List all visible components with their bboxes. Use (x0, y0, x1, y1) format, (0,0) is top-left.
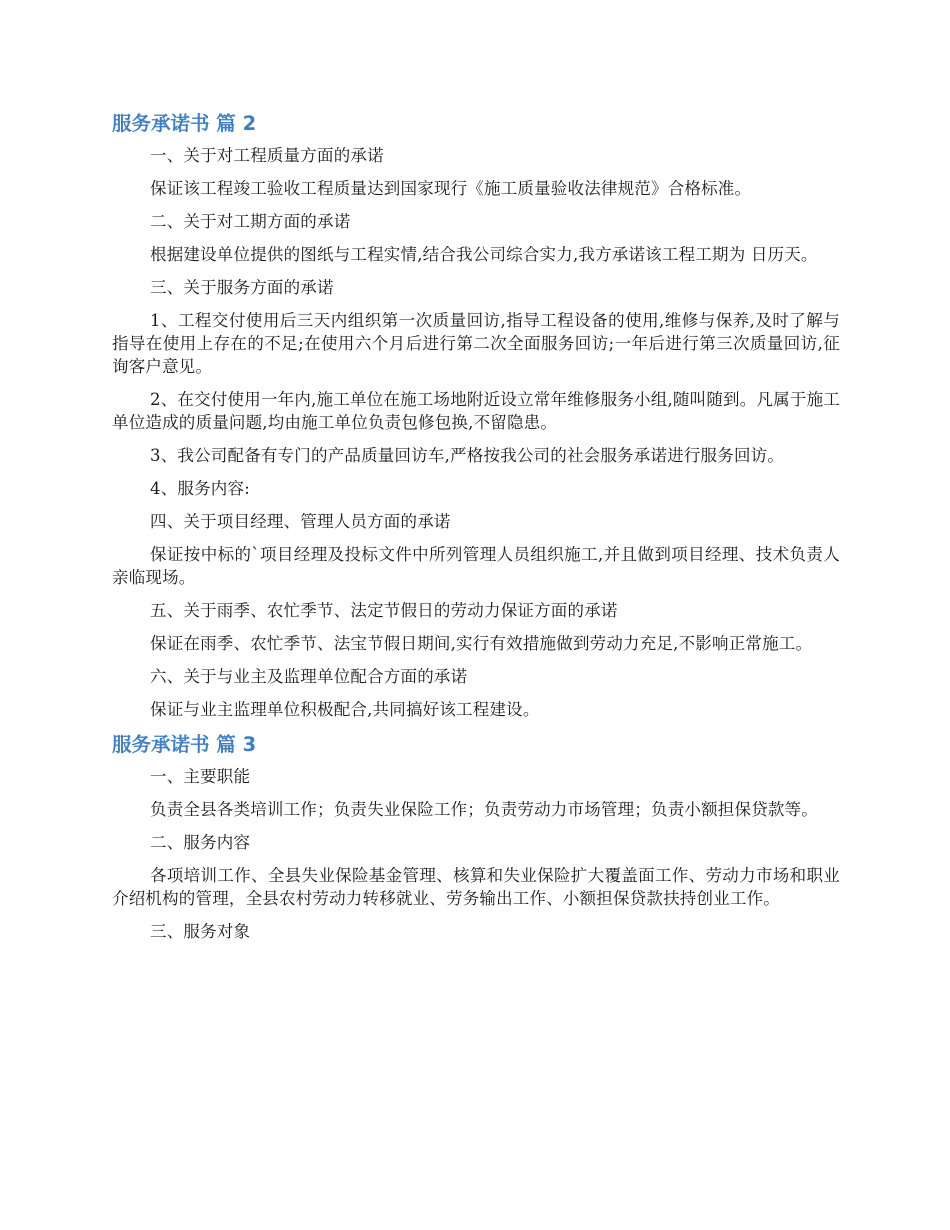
paragraph: 各项培训工作、全县失业保险基金管理、核算和失业保险扩大覆盖面工作、劳动力市场和职业介绍机构的管理，全县农村劳动力转移就业、劳务输出工作、小额担保贷款扶持创业工作。 (112, 866, 840, 908)
paragraph: 根据建设单位提供的图纸与工程实情,结合我公司综合实力,我方承诺该工程工期为 日历天。 (150, 245, 818, 264)
paragraph: 1、工程交付使用后三天内组织第一次质量回访,指导工程设备的使用,维修与保养,及时了解与指导在使用上存在的不足;在使用六个月后进行第二次全面服务回访;一年后进行第三次质量回访,征询客户意见。 (112, 311, 840, 376)
paragraph: 负责全县各类培训工作；负责失业保险工作；负责劳动力市场管理；负责小额担保贷款等。 (150, 800, 818, 819)
paragraph: 3、我公司配备有专门的产品质量回访车,严格按我公司的社会服务承诺进行服务回访。 (150, 446, 785, 465)
paragraph: 保证该工程竣工验收工程质量达到国家现行《施工质量验收法律规范》合格标准。 (150, 179, 752, 198)
paragraph: 2、在交付使用一年内,施工单位在施工场地附近设立常年维修服务小组,随叫随到。凡属于施工单位造成的质量问题,均由施工单位负责包修包换,不留隐患。 (112, 390, 840, 432)
paragraph: 六、关于与业主及监理单位配合方面的承诺 (150, 667, 468, 686)
paragraph: 4、服务内容: (150, 479, 250, 498)
paragraph: 保证与业主监理单位积极配合,共同搞好该工程建设。 (150, 700, 540, 719)
paragraph: 五、关于雨季、农忙季节、法定节假日的劳动力保证方面的承诺 (150, 601, 618, 620)
paragraph: 保证在雨季、农忙季节、法宝节假日期间,实行有效措施做到劳动力充足,不影响正常施工。 (150, 634, 813, 653)
paragraph: 二、关于对工期方面的承诺 (150, 212, 351, 231)
paragraph: 一、关于对工程质量方面的承诺 (150, 146, 384, 165)
paragraph: 一、主要职能 (150, 767, 251, 786)
paragraph: 三、服务对象 (150, 922, 251, 941)
section-heading: 服务承诺书 篇 2 (112, 112, 257, 135)
paragraph: 保证按中标的`项目经理及投标文件中所列管理人员组织施工,并且做到项目经理、技术负责人亲临现场。 (112, 545, 840, 587)
paragraph: 四、关于项目经理、管理人员方面的承诺 (150, 512, 451, 531)
paragraph: 三、关于服务方面的承诺 (150, 278, 334, 297)
document-page (112, 110, 840, 953)
section-heading: 服务承诺书 篇 3 (112, 733, 257, 756)
paragraph: 二、服务内容 (150, 833, 251, 852)
